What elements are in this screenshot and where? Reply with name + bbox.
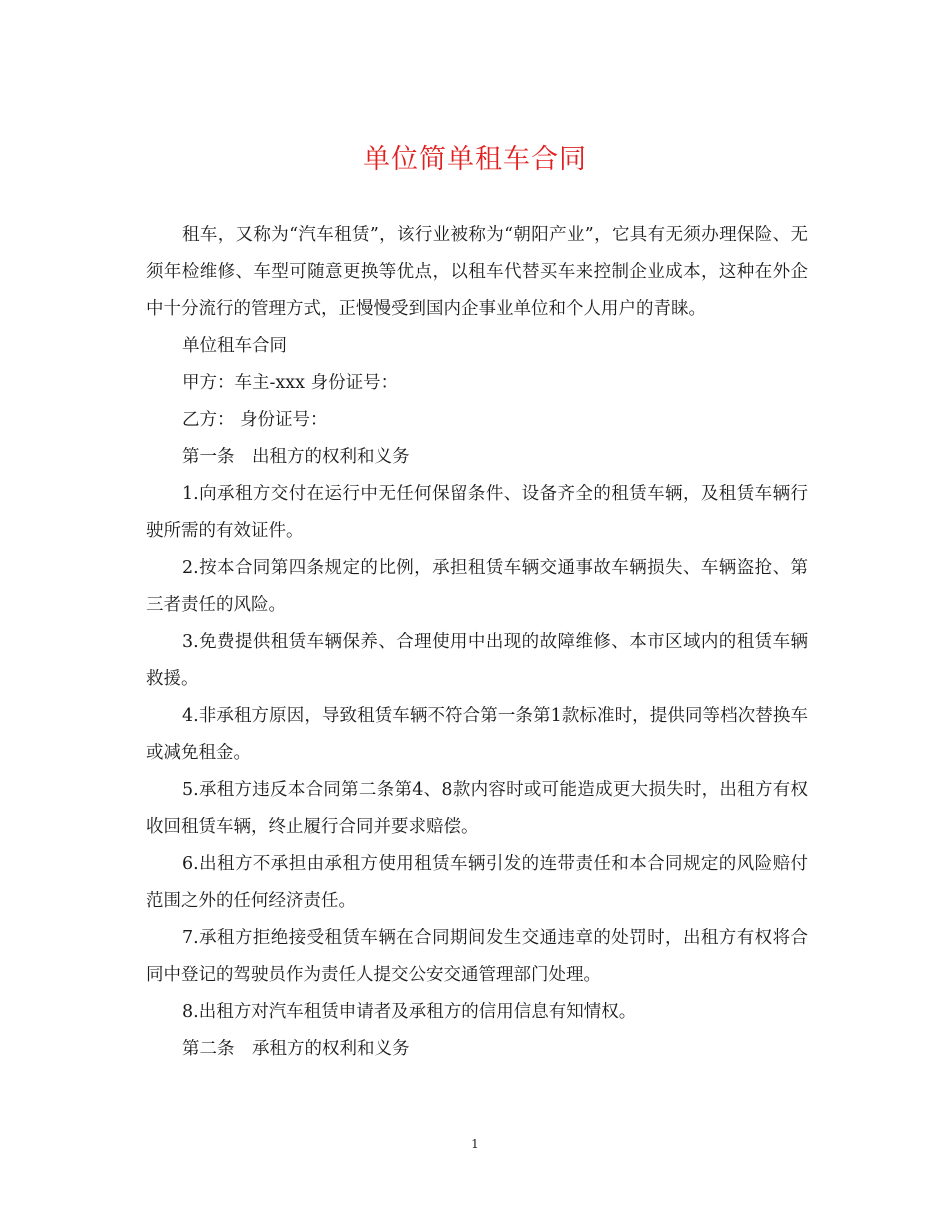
party-a-line: 甲方：车主-xxx 身份证号：	[182, 373, 399, 393]
article-1-clause-3: 3.免费提供租赁车辆保养、合理使用中出现的故障维修、本市区域内的租赁车辆救援。	[146, 632, 808, 689]
article-1-clause-1: 1.向承租方交付在运行中无任何保留条件、设备齐全的租赁车辆，及租赁车辆行驶所需的有效证件。	[146, 484, 808, 541]
intro-paragraph: 租车，又称为“汽车租赁”，该行业被称为“朝阳产业”，它具有无须办理保险、无须年检维修、车型可随意更换等优点，以租车代替买车来控制企业成本，这种在外企中十分流行的管理方式，正慢慢受到国内企事业单位和个人用户的青睐。	[146, 225, 808, 319]
document-title: 单位简单租车合同	[363, 144, 587, 175]
article-1-heading: 第一条 出租方的权利和义务	[182, 447, 410, 467]
article-1-clause-2: 2.按本合同第四条规定的比例，承担租赁车辆交通事故车辆损失、车辆盗抢、第三者责任的风险。	[146, 558, 808, 615]
article-2-heading: 第二条 承租方的权利和义务	[182, 1039, 410, 1059]
article-1-clause-5: 5.承租方违反本合同第二条第4、8款内容时或可能造成更大损失时，出租方有权收回租赁车辆，终止履行合同并要求赔偿。	[146, 780, 808, 837]
article-1-clause-8: 8.出租方对汽车租赁申请者及承租方的信用信息有知情权。	[182, 1002, 637, 1022]
page-number: 1	[471, 1137, 479, 1151]
article-1-clause-6: 6.出租方不承担由承租方使用租赁车辆引发的连带责任和本合同规定的风险赔付范围之外的任何经济责任。	[146, 854, 808, 911]
contract-heading: 单位租车合同	[182, 336, 287, 356]
document-body	[146, 217, 808, 1068]
article-1-clause-4: 4.非承租方原因，导致租赁车辆不符合第一条第1款标准时，提供同等档次替换车或减免租金。	[146, 706, 808, 763]
party-b-line: 乙方： 身份证号：	[182, 410, 328, 430]
article-1-clause-7: 7.承租方拒绝接受租赁车辆在合同期间发生交通违章的处罚时，出租方有权将合同中登记的驾驶员作为责任人提交公安交通管理部门处理。	[146, 928, 808, 985]
